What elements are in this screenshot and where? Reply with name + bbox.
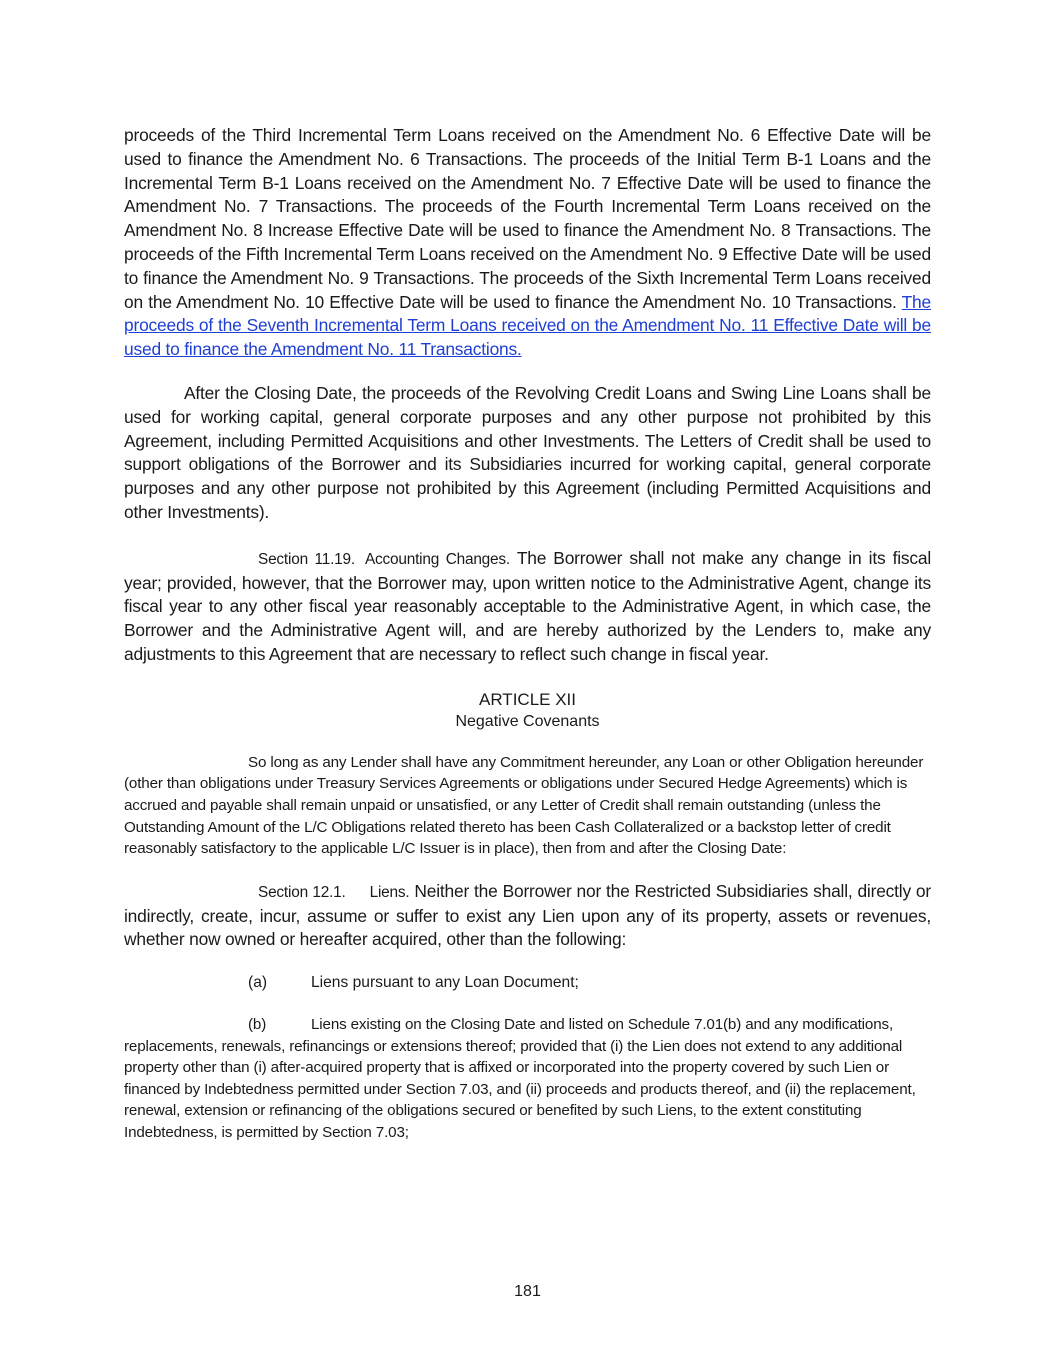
section-11-19 (124, 547, 931, 667)
section-text: The Borrower shall not make any change in its fiscal year; provided, however, that the Borrower may, upon written notice to the Administrative Agent, change its fiscal year to any other fiscal year reasonably acceptable to the Administrative Agent, in which case, the Borrower and the Administrative Agent will, and are hereby authorized by the Lenders to, make any adjustments to this Agreement that are necessary to reflect such change in fiscal year. (124, 547, 931, 664)
section-title: Accounting Changes. (364, 550, 510, 568)
article-header (124, 688, 931, 733)
section-number: Section 12.1. (258, 883, 346, 901)
section-number: Section 11.19. (258, 550, 355, 568)
section-12-1 (124, 880, 931, 952)
inserted-amendment-text: The proceeds of the Seventh Incremental Term Loans received on the Amendment No. 11 Effective Date will be used to finance the Amendment No. 11 Transactions. (124, 291, 931, 360)
negative-covenants-intro (124, 752, 931, 860)
document-page (124, 124, 931, 1144)
paragraph-1-text: proceeds of the Third Incremental Term Loans received on the Amendment No. 6 Effective Date will be used to finance the Amendment No. 6 Transactions. The proceeds of the Initial Term B-1 Loans and the Incremental Term B-1 Loans received on the Amendment No. 7 Effective Date will be used to finance the Amendment No. 7 Transactions. The proceeds of the Fourth Incremental Term Loans received on the Amendment No. 8 Increase Effective Date will be used to finance the Amendment No. 8 Transactions. The proceeds of the Fifth Incremental Term Loans received on the Amendment No. 9 Effective Date will be used to finance the Amendment No. 9 Transactions. The proceeds of the Sixth Incremental Term Loans received on the Amendment No. 10 Effective Date will be used to finance the Amendment No. 10 Transactions. (124, 125, 931, 312)
paragraph-use-of-proceeds (124, 124, 931, 362)
item-label: (b) (248, 1016, 267, 1034)
paragraph-revolving-loans: After the Closing Date, the proceeds of the Revolving Credit Loans and Swing Line Loans shall be used for working capital, general corporate purposes and any other purpose not prohibited by this Agreement, including Permitted Acquisitions and other Investments. The Letters of Credit shall be used to support obligations of the Borrower and its Subsidiaries incurred for working capital, general corporate purposes and any other purpose not prohibited by this Agreement (including Permitted Acquisitions and other Investments). (124, 382, 931, 522)
section-title: Liens. (369, 883, 410, 901)
item-text: Liens existing on the Closing Date and listed on Schedule 7.01(b) and any modifications, replacements, renewals, refinancings or extensions thereof; provided that (i) the Lien does not extend to any additional property other than (i) after-acquired property that is affixed or incorporated into the property covered by such Lien or financed by Indebtedness permitted under Section 7.03, and (ii) proceeds and products thereof, and (ii) the replacement, renewal, extension or refinancing of the obligations secured or benefited by such Liens, to the extent constituting Indebtedness, is permitted by Section 7.03; (124, 1016, 916, 1142)
item-text: Liens pursuant to any Loan Document; (311, 974, 579, 992)
section-text: Neither the Borrower nor the Restricted Subsidiaries shall, directly or indirectly, create, incur, assume or suffer to exist any Lien upon any of its property, assets or revenues, whether now owned or hereafter acquired, other than the following: (124, 880, 931, 950)
article-heading: ARTICLE XII (479, 689, 576, 709)
item-label: (a) (248, 974, 268, 992)
page-number: 181 (514, 1283, 541, 1300)
list-item-a (124, 972, 931, 994)
article-subtitle: Negative Covenants (455, 712, 600, 730)
intro-text: So long as any Lender shall have any Commitment hereunder, any Loan or other Obligation hereunder (other than obligations under Treasury Services Agreements or obligations under Secured Hedge Agreements) which is accrued and payable shall remain unpaid or unsatisfied, or any Letter of Credit shall remain outstanding (unless the Outstanding Amount of the L/C Obligations related thereto has been Cash Collateralized or a backstop letter of credit reasonably satisfactory to the applicable L/C Issuer is in place), then from and after the Closing Date: (124, 753, 924, 858)
list-item-b (124, 1014, 931, 1144)
